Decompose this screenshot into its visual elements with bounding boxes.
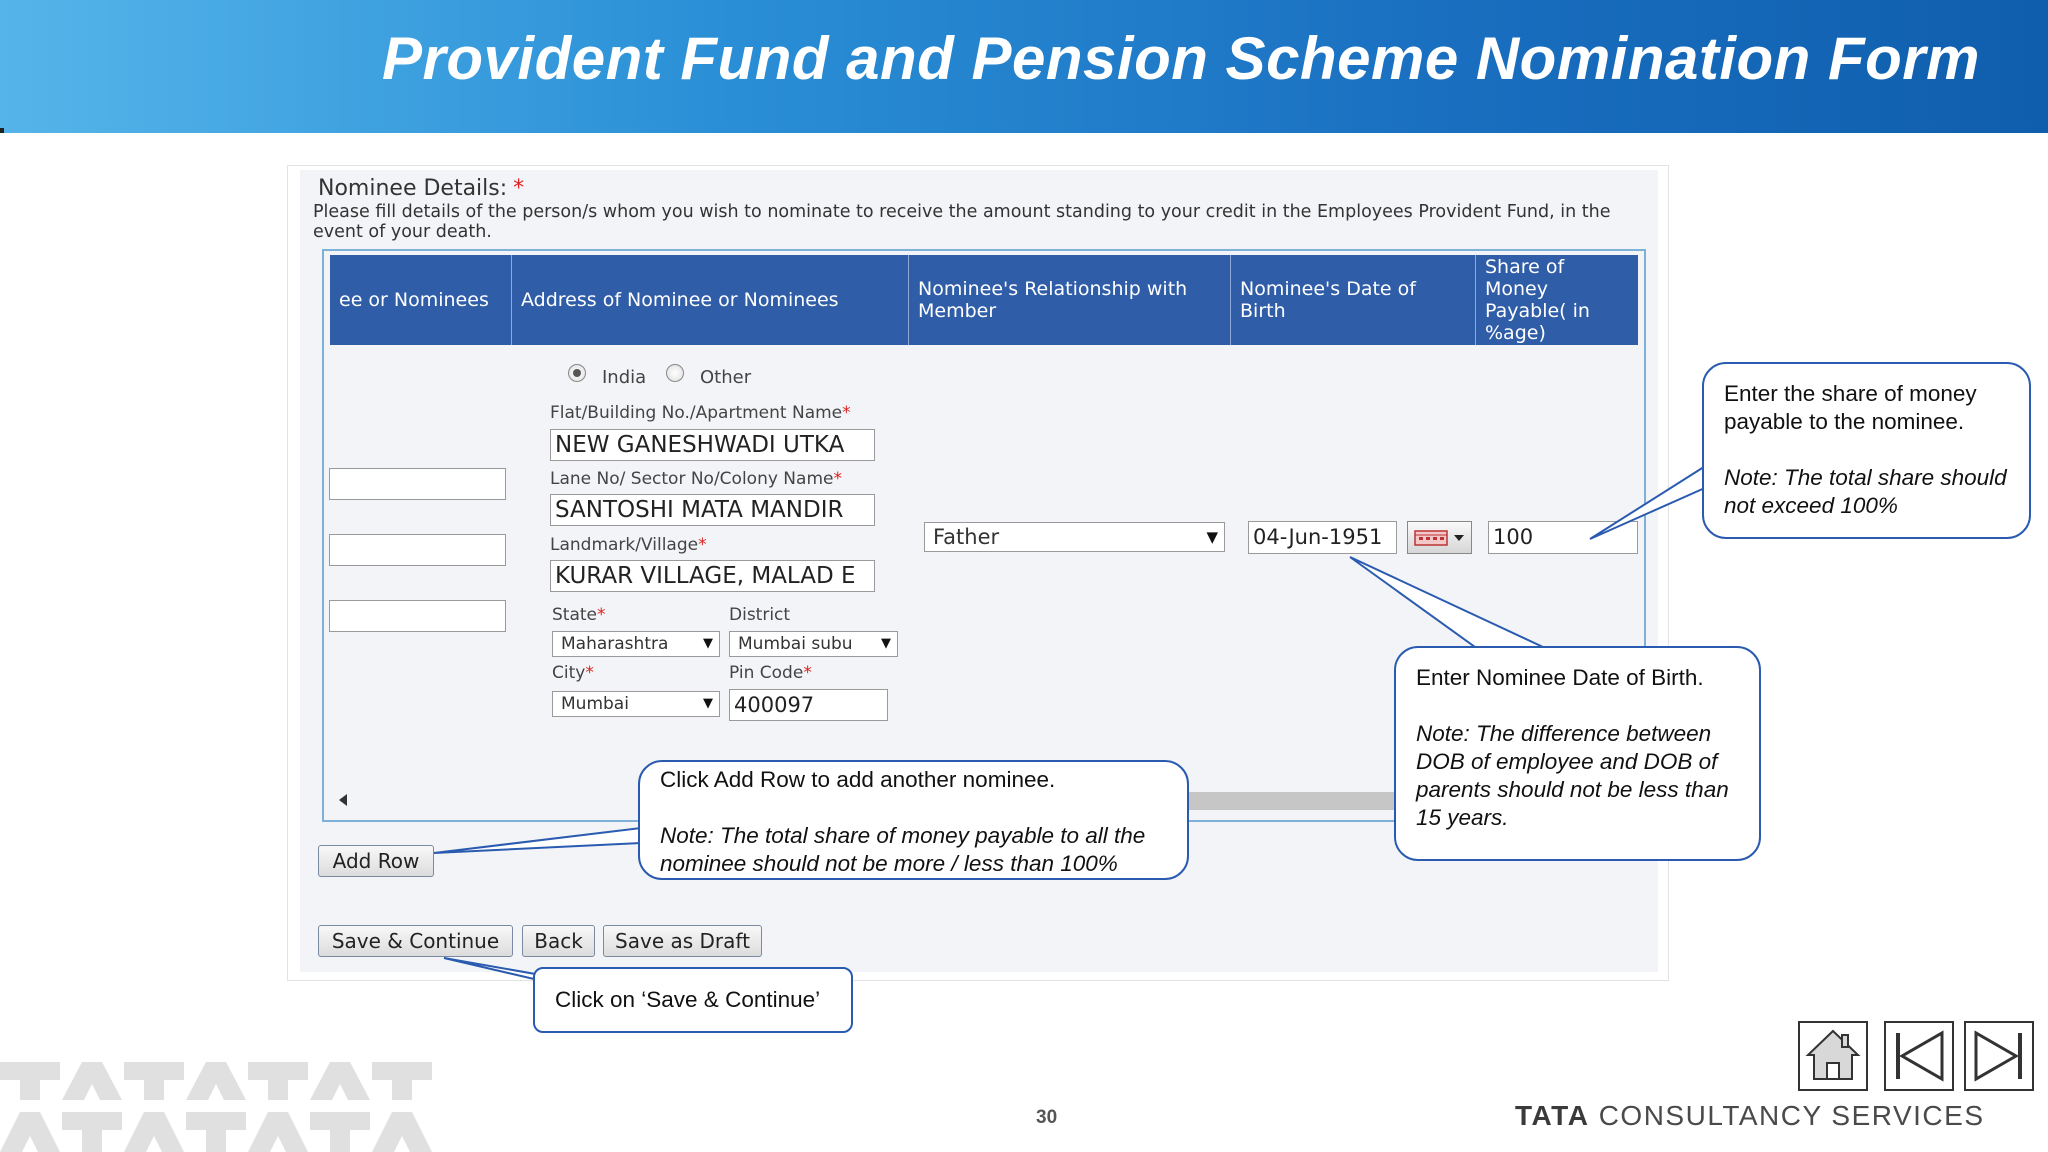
- chevron-down-icon: ▼: [703, 636, 713, 651]
- header-corner-mark: [0, 128, 4, 133]
- column-header-dob: Nominee's Date of Birth: [1231, 255, 1476, 345]
- lane-input[interactable]: SANTOSHI MATA MANDIR: [550, 494, 875, 526]
- country-radio-india[interactable]: [568, 364, 586, 382]
- chevron-down-icon: ▼: [703, 696, 713, 711]
- flat-label: Flat/Building No./Apartment Name*: [550, 403, 851, 423]
- back-button[interactable]: Back: [522, 925, 595, 957]
- column-header-address: Address of Nominee or Nominees: [512, 255, 909, 345]
- home-icon: [1800, 1023, 1866, 1089]
- country-option-india: India: [602, 367, 647, 388]
- add-row-callout: Click Add Row to add another nominee. Note: The total share of money payable to all the nominee should not be more / less than 100%: [638, 760, 1189, 880]
- column-header-share: Share of Money Payable( in %age): [1485, 256, 1590, 344]
- district-label: District: [729, 605, 791, 625]
- save-draft-button[interactable]: Save as Draft: [603, 925, 762, 957]
- city-label: City*: [552, 663, 594, 683]
- landmark-label: Landmark/Village*: [550, 535, 707, 555]
- next-slide-icon: [1966, 1023, 2032, 1089]
- slide-title: Provident Fund and Pension Scheme Nomination Form: [382, 25, 1980, 92]
- previous-slide-button[interactable]: [1884, 1021, 1954, 1091]
- state-label: State*: [552, 605, 606, 625]
- scroll-left-arrow[interactable]: [339, 794, 347, 806]
- nominee-name-input-1[interactable]: [329, 468, 506, 500]
- required-mark: *: [513, 176, 525, 201]
- pin-label: Pin Code*: [729, 663, 812, 683]
- share-callout: Enter the share of money payable to the nominee. Note: The total share should not exceed 100%: [1702, 362, 2031, 539]
- district-select[interactable]: Mumbai subu ▼: [729, 631, 898, 657]
- save-continue-button[interactable]: Save & Continue: [318, 925, 513, 957]
- tcs-logo: TATA CONSULTANCY SERVICES: [1515, 1100, 1985, 1131]
- nominee-name-input-3[interactable]: [329, 600, 506, 632]
- nominee-name-input-2[interactable]: [329, 534, 506, 566]
- state-select[interactable]: Maharashtra ▼: [552, 631, 720, 657]
- add-row-button[interactable]: Add Row: [318, 845, 434, 877]
- page-number: 30: [1036, 1107, 1058, 1128]
- home-button[interactable]: [1798, 1021, 1868, 1091]
- tata-pattern-watermark: [0, 1052, 500, 1152]
- country-option-other: Other: [700, 367, 752, 388]
- dob-input[interactable]: 04-Jun-1951: [1248, 521, 1397, 554]
- relationship-select[interactable]: Father ▼: [924, 522, 1225, 552]
- landmark-input[interactable]: KURAR VILLAGE, MALAD E: [550, 560, 875, 592]
- pin-input[interactable]: 400097: [729, 689, 888, 721]
- dob-callout: Enter Nominee Date of Birth. Note: The difference between DOB of employee and DOB of parents should not be less than 15 years.: [1394, 646, 1761, 861]
- share-input[interactable]: 100: [1488, 521, 1638, 554]
- city-select[interactable]: Mumbai ▼: [552, 691, 720, 717]
- chevron-down-icon: ▼: [881, 636, 891, 651]
- column-header-nominee-name: ee or Nominees: [330, 255, 512, 345]
- chevron-down-icon: ▼: [1206, 528, 1218, 546]
- nominee-details-label: Nominee Details: *: [318, 176, 525, 201]
- save-callout: Click on ‘Save & Continue’: [533, 967, 853, 1033]
- column-header-relationship: Nominee's Relationship with Member: [909, 255, 1231, 345]
- header-banner: [0, 0, 2048, 133]
- country-radio-other[interactable]: [666, 364, 684, 382]
- nominee-details-description: Please fill details of the person/s whom you wish to nominate to receive the amount standing to your credit in the Employees Provident Fund, in the event of your death.: [313, 202, 1611, 242]
- calendar-icon: [1408, 522, 1471, 553]
- previous-slide-icon: [1886, 1023, 1952, 1089]
- flat-input[interactable]: NEW GANESHWADI UTKA: [550, 429, 875, 461]
- calendar-button[interactable]: [1407, 521, 1472, 554]
- next-slide-button[interactable]: [1964, 1021, 2034, 1091]
- lane-label: Lane No/ Sector No/Colony Name*: [550, 469, 842, 489]
